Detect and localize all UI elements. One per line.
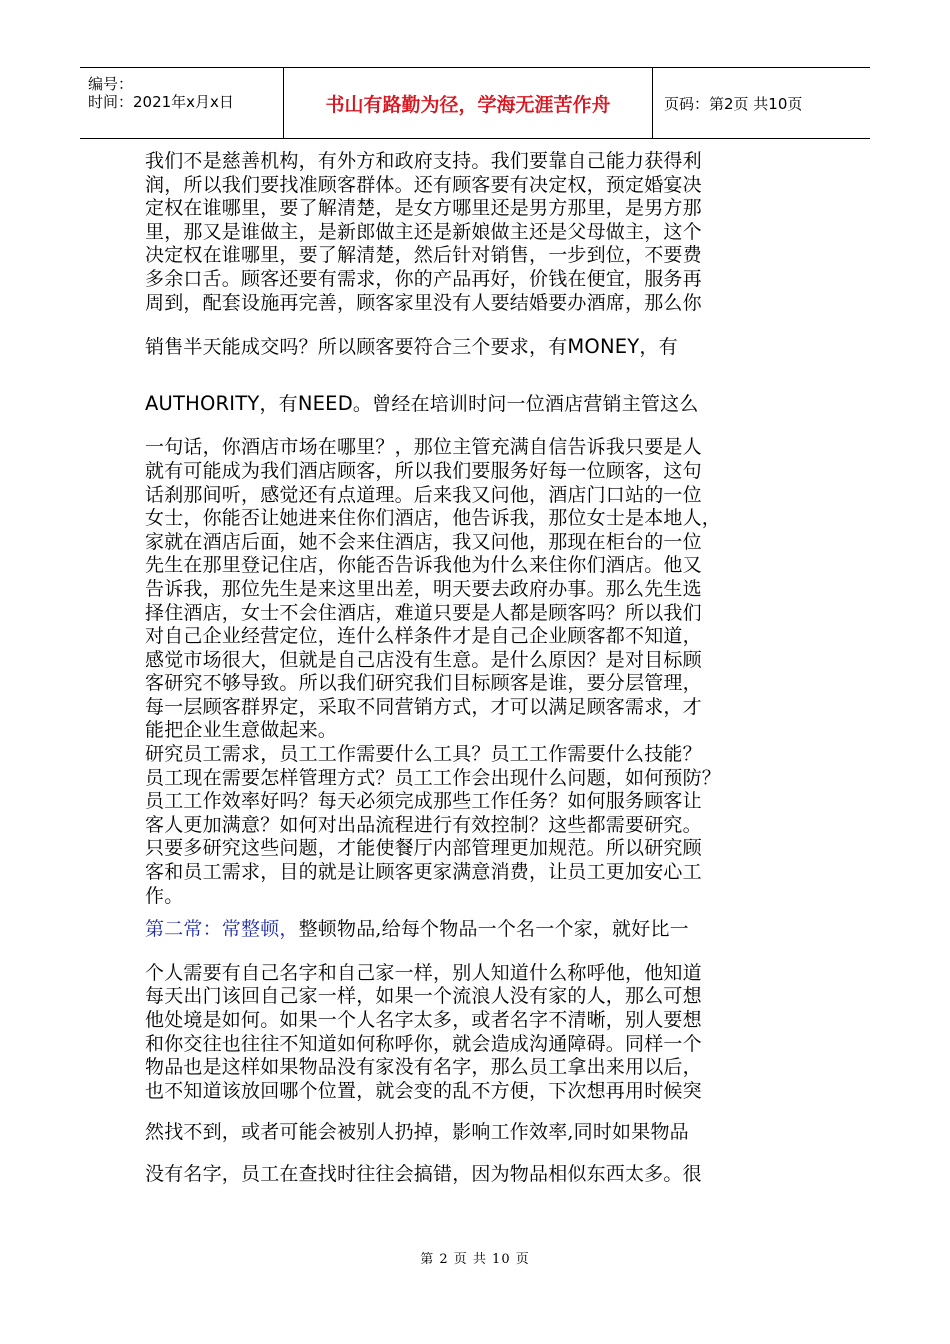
text-line: 也不知道该放回哪个位置，就会变的乱不方便，下次想再用时候突 <box>145 1079 702 1102</box>
page-footer: 第 2 页 共 10 页 <box>420 1252 530 1267</box>
motto: 书山有路勤为径，学海无涯苦作舟 <box>325 93 611 116</box>
text-line: 多余口舌。顾客还要有需求，你的产品再好，价钱在便宜，服务再 <box>145 267 702 290</box>
text-line: 研究员工需求，员工工作需要什么工具？员工工作需要什么技能？ <box>145 743 702 766</box>
text-line: 我们不是慈善机构，有外方和政府支持。我们要靠自己能力获得利 <box>145 150 702 172</box>
text-line: 决定权在谁哪里，要了解清楚，然后针对销售，一步到位，不要费 <box>145 244 702 267</box>
text-line: 只要多研究这些问题，才能使餐厅内部管理更加规范。所以研究顾 <box>145 837 702 860</box>
text-line: 客和员工需求，目的就是让顾客更家满意消费，让员工更加安心工 <box>145 861 702 884</box>
text-fragment: 销售半天能成交吗？所以顾客要符合三个要求，有 <box>145 336 568 359</box>
text-line: 和你交往也往往不知道如何称呼你，就会造成沟通障碍。同样一个 <box>145 1032 702 1055</box>
text-line: 员工现在需要怎样管理方式？员工工作会出现什么问题，如何预防？ <box>145 766 722 789</box>
text-line-money <box>145 335 810 360</box>
text-line: 先生在那里登记住店，你能否告诉我他为什么来住你们酒店。他又 <box>145 554 702 577</box>
text-line: 择住酒店，女士不会住酒店，难道只要是人都是顾客吗？所以我们 <box>145 601 702 624</box>
text-line: 女士，你能否让她进来住你们酒店，他告诉我，那位女士是本地人， <box>145 507 722 530</box>
text-line: 话刹那间听，感觉还有点道理。后来我又问他，酒店门口站的一位 <box>145 483 702 506</box>
text-line: 员工工作效率好吗？每天必须完成那些工作任务？如何服务顾客让 <box>145 790 702 813</box>
text-line: 周到，配套设施再完善，顾客家里没有人要结婚要办酒席，那么你 <box>145 291 702 314</box>
text-line: 每一层顾客群界定，采取不同营销方式，才可以满足顾客需求，才 <box>145 695 702 718</box>
text-line: 每天出门该回自己家一样，如果一个流浪人没有家的人，那么可想 <box>145 985 702 1008</box>
text-line: 家就在酒店后面，她不会来住酒店，我又问他，那现在柜台的一位 <box>145 530 702 553</box>
header-meta-cell <box>80 68 284 138</box>
text-fragment: ，有 <box>259 392 298 415</box>
text-line: 润，所以我们要找准顾客群体。还有顾客要有决定权，预定婚宴决 <box>145 173 702 196</box>
text-line: 感觉市场很大，但就是自己店没有生意。是什么原因？是对目标顾 <box>145 648 702 671</box>
text-line-authority <box>145 392 810 417</box>
text-fragment: ，有 <box>639 336 678 359</box>
header-motto-cell <box>284 68 653 138</box>
text-line: 告诉我，那位先生是来这里出差，明天要去政府办事。那么先生选 <box>145 577 702 600</box>
need-word: NEED <box>297 391 353 415</box>
text-line: 对自己企业经营定位，连什么样条件才是自己企业顾客都不知道， <box>145 625 702 648</box>
text-fragment: 。曾经在培训时问一位酒店营销主管这么 <box>352 392 699 415</box>
page-info: 页码：第2页 共10页 <box>664 94 803 113</box>
header-page-cell <box>653 68 870 138</box>
text-fragment: 整顿物品,给每个物品一个名一个家，就好比一 <box>298 918 689 941</box>
text-line: 个人需要有自己名字和自己家一样，别人知道什么称呼他，他知道 <box>145 961 702 984</box>
money-word: MONEY <box>567 335 640 359</box>
header-table <box>80 67 870 139</box>
text-line: 客人更加满意？如何对出品流程进行有效控制？这些都需要研究。 <box>145 813 702 836</box>
text-line: 定权在谁哪里，要了解清楚，是女方哪里还是男方那里，是男方那 <box>145 197 702 220</box>
section-heading-line <box>145 918 810 942</box>
text-line: 物品也是这样如果物品没有家没有名字，那么员工拿出来用以后， <box>145 1056 702 1079</box>
text-line: 作。 <box>145 884 184 907</box>
text-line: 里，那又是谁做主，是新郎做主还是新娘做主还是父母做主，这个 <box>145 220 702 243</box>
text-line: 他处境是如何。如果一个人名字太多，或者名字不清晰，别人要想 <box>145 1009 702 1031</box>
text-line: 没有名字，员工在查找时往往会搞错，因为物品相似东西太多。很 <box>145 1162 702 1185</box>
text-line: 一句话，你酒店市场在哪里？，那位主管充满自信告诉我只要是人 <box>145 436 702 459</box>
number-label: 编号： <box>88 75 134 93</box>
section-heading: 第二常：常整顿， <box>145 918 299 941</box>
text-line: 能把企业生意做起来。 <box>145 719 338 742</box>
text-line: 客研究不够导致。所以我们研究我们目标顾客是谁，要分层管理， <box>145 672 702 695</box>
authority-word: AUTHORITY <box>145 391 260 415</box>
document-body <box>145 150 810 1187</box>
time-label: 时间：2021年x月x日 <box>88 93 234 111</box>
text-line: 就有可能成为我们酒店顾客，所以我们要服务好每一位顾客，这句 <box>145 459 702 482</box>
text-line: 然找不到，或者可能会被别人扔掉，影响工作效率,同时如果物品 <box>145 1121 689 1144</box>
